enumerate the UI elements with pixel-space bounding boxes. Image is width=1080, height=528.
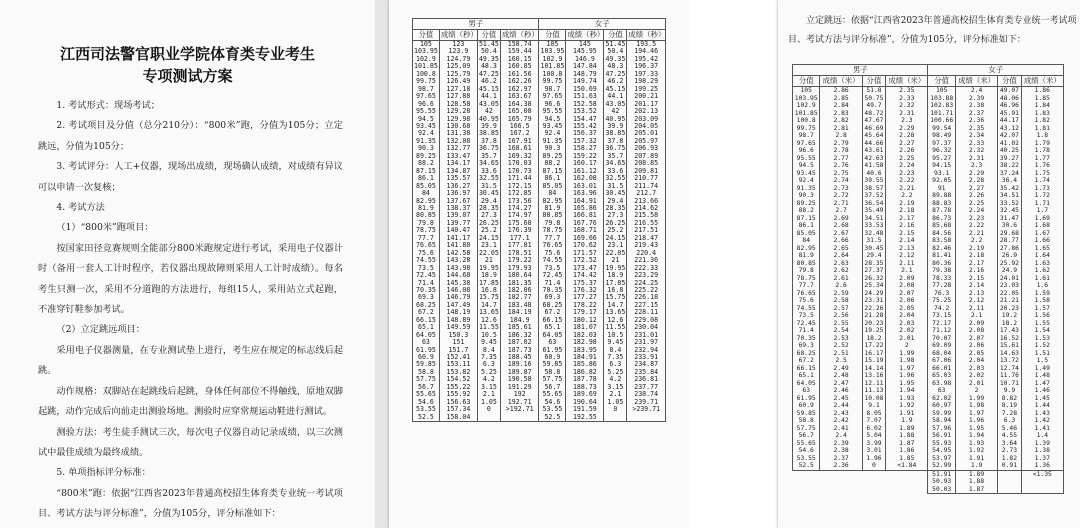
paragraph: （1）“800米”跑项目：	[56, 222, 154, 234]
group-header-female: 女子	[928, 65, 1064, 76]
paragraph: （2）立定跳远项目：	[56, 324, 145, 336]
table-800m	[412, 18, 666, 422]
paragraph: 3. 考试评分：人工+仪器，现场出成绩，现场确认成绩，对成绩有异议可以申请一次复核；	[38, 161, 343, 193]
page-gap	[375, 0, 389, 528]
col-header-score: 分值	[998, 76, 1021, 87]
female-score-col-1: 105 103.95 102.9 101.85 100.8 99.75 98.7 97.65 96.6 95.55 94.5 93.45 92.4 91.35 90.3 89.25 88.2 87.15 86.1 85.05 84 82.95 81.9 80.85 79.8 78.75 77.7 76.65 75.6 74.55 73.5 72.45 71.4 70.35 69.3 68.25 67.2 66.15 65.1 64.05 63 61.95 60.9 59.85 58.8 57.75 56.7 55.65 54.6 53.55 52.5	[540, 40, 565, 421]
col-header-score: 分值	[413, 30, 440, 41]
paragraph: 测验方法：考生徒手测试三次，每次电子仪器自动记录成绩，以三次测试中最佳成绩为最终成绩。	[38, 426, 343, 458]
col-header-result: 成绩（米）	[886, 76, 928, 87]
col-header-result: 成绩（秒）	[628, 30, 666, 39]
col-header-result: 成绩（米）	[820, 76, 862, 87]
table-standing-jump	[792, 64, 1064, 494]
female-result-extra: 1.89 1.88 1.87	[955, 470, 997, 494]
female-score-col-1: 105 103.88 102.83 101.71 100.66 99.54 98.49 97.37 96.32 95.27 94.15 93.1 92.05 91 89.88 88.83 87.78 86.73 85.68 84.56 83.58 82.46 81.41 80.36 79.38 78.33 77.28 76.3 75.25 74.2 73.15 72.17 71.12 70.07 69.09 68.04 67.06 66.01 65.03 63.98 63 62.02 60.97 59.99 58.94 57.96 56.91 55.93 54.95 53.97 52.99	[928, 87, 955, 471]
doc-title-line1: 江西司法警官职业学院体育类专业考生	[59, 45, 315, 63]
group-header-male: 男子	[413, 19, 539, 30]
page-2	[389, 0, 689, 528]
male-score-col-2: 51.45 50.4 49.35 48.3 47.25 46.2 45.15 44.1 43.05 42 40.95 39.9 38.85 37.8 36.75 35.7 34.65 33.6 32.55 31.5 30.45 29.4 28.35 27.3 26.25 25.2 24.15 23.1 22.05 21 19.95 18.9 17.85 16.8 15.75 14.7 13.65 12.6 11.55 10.5 9.45 8.4 7.35 6.3 5.25 4.2 3.15 2.1 1.05 0	[477, 41, 500, 422]
col-header-result: 成绩（秒）	[567, 30, 605, 39]
col-header-score: 分值	[604, 30, 627, 41]
female-score-col-2: 49.07 48.06 46.96 45.91 44.17 43.12 42.07 41.02 40.25 39.27 38.22 37.24 36.4 35.42 34.51 33.52 32.45 31.47 30.6 29.68 28.77 27.86 26.9 25.92 24.9 24.01 23.03 22.05 21.21 20.23 19.2 18.2 17.43 16.52 15.61 14.63 13.72 12.74 11.76 10.71 9.9 8.82 8.19 7.28 6.3 5.46 4.55 3.64 2.73 1.82 0.91	[998, 87, 1021, 471]
jump-standard-header: 立定跳远：依据“江西省2023年普通高校招生体育类专业统一考试项目、考试方法与评分标准”，分值为105分，评分标准如下：	[788, 16, 1077, 45]
male-result-col-1: 2.86 2.85 2.84 2.83 2.82 2.81 2.8 2.79 2.78 2.77 2.76 2.75 2.74 2.73 2.72 2.71 2.7 2.69 2.68 2.67 2.66 2.65 2.64 2.63 2.62 2.61 2.6 2.59 2.58 2.57 2.56 2.55 2.54 2.53 2.52 2.51 2.5 2.49 2.48 2.47 2.46 2.45 2.44 2.43 2.42 2.41 2.4 2.39 2.38 2.37 2.36	[820, 87, 862, 471]
col-header-score: 分值	[477, 30, 500, 41]
col-header-result: 成绩（米）	[1021, 76, 1063, 87]
page-3	[778, 0, 1080, 528]
col-header-score: 分值	[539, 30, 566, 41]
female-last-result: <1.35	[1021, 470, 1063, 494]
col-header-score: 分值	[793, 76, 820, 87]
doc-title-line2: 专项测试方案	[142, 67, 233, 85]
female-time-col-1: 145 145.95 146.9 147.84 148.79 149.74 150.69 151.63 152.58 153.52 154.47 155.42 156.37 157.32 158.27 159.22 160.17 161.12 162.08 163.01 163.96 164.91 165.86 166.81 167.76 168.71 169.66 170.62 171.57 172.52 173.47 174.42 175.37 176.32 177.27 178.22 179.17 180.12 181.07 182.03 182.98 183.95 184.91 185.86 186.82 187.78 188.73 189.69 190.64 191.59 192.55	[566, 41, 604, 422]
paragraph: 5. 单项指标评分标准：	[56, 467, 151, 479]
female-time-col-2: 193.5 194.46 195.42 196.37 197.33 198.29 199.25 200.21 201.17 202.13 203.09 204.05 205.01 205.97 206.93 207.89 208.85 209.81 210.77 211.74 212.7 213.66 214.62 215.58 216.55 217.51 218.47 219.43 220.4 221.36 222.33 223.29 224.25 225.22 226.18 227.15 228.11 229.08 230.04 231.01 231.97 232.94 233.91 234.87 235.84 236.81 237.77 238.74 239.71 >239.71	[627, 41, 666, 422]
col-header-score: 分值	[862, 76, 885, 87]
page-gap	[689, 0, 778, 528]
page-1	[0, 0, 375, 528]
col-header-result: 成绩（秒）	[501, 30, 539, 39]
col-header-score: 分值	[928, 76, 955, 87]
group-header-male: 男子	[793, 65, 928, 76]
paragraph: 按国家田径竞赛规则全能部分800米跑规定进行考试，采用电子仪器计时（备用一套人工计时程序，若仪器出现故障则采用人工计时成绩）。每名考生只测一次，采用不分道跑的方法进行，每组15人，采用站立式起跑，不准穿钉鞋参加考试。	[38, 242, 343, 316]
paragraph: 4. 考试方法	[56, 202, 105, 214]
male-score-col-1: 105 103.95 102.9 101.85 100.8 99.75 98.7 97.65 96.6 95.55 94.5 93.45 92.4 91.35 90.3 89.25 88.2 87.15 86.1 85.05 84 82.95 81.9 80.85 79.8 78.75 77.7 76.65 75.6 74.55 73.5 72.45 71.4 70.35 69.3 68.25 67.2 66.15 65.1 64.05 63 61.95 60.9 59.85 58.8 57.75 56.7 55.65 54.6 53.55 52.5	[414, 40, 438, 421]
paragraph: 采用电子仪器测量，在专业测试垫上进行，考生应在规定的标志线后起跳。	[38, 344, 343, 377]
male-result-col-2: 2.35 2.33 2.32 2.31 2.3 2.29 2.28 2.27 2.26 2.25 2.24 2.23 2.22 2.21 2.2 2.19 2.18 2.17 2.16 2.15 2.14 2.13 2.12 2.11 2.1 2.09 2.08 2.07 2.06 2.05 2.04 2.03 2.02 2.01 2 1.99 1.98 1.97 1.96 1.95 1.94 1.93 1.92 1.91 1.9 1.89 1.88 1.87 1.86 1.85 <1.84	[886, 87, 928, 471]
male-score-col-1: 105 103.95 102.9 101.85 100.8 99.75 98.7 97.65 96.6 95.55 94.5 93.45 92.4 91.35 90.3 89.25 88.2 87.15 86.1 85.05 84 82.95 81.9 80.85 79.8 78.75 77.7 76.65 75.6 74.55 73.5 72.45 71.4 70.35 69.3 68.25 67.2 66.15 65.1 64.05 63 61.95 60.9 59.85 58.8 57.75 56.7 55.65 54.6 53.55 52.5	[793, 87, 820, 471]
paragraph: 1. 考试形式：现场考试；	[56, 100, 160, 111]
paragraph: 动作规格：双脚站在起跳线后起跳，身体任何部位不得触线，原地双脚起跳，动作完成后向前走出测验场地。测验时应穿常规运动鞋进行测试。	[38, 385, 343, 418]
col-header-result: 成绩（秒）	[440, 30, 478, 39]
female-last-score	[998, 470, 1021, 494]
male-time-col-1: 123 123.9 124.79 125.09 125.79 126.49 127.18 127.88 128.58 129.28 129.98 130.68 131.38 132.08 132.77 133.47 134.17 134.87 135.57 136.27 136.97 137.67 138.37 139.07 139.77 140.47 141.17 141.88 142.58 143.28 143.98 144.68 145.38 146.08 146.79 147.49 148.19 148.89 149.59 150.3 151 151.7 152.41 153.11 153.82 154.52 155.22 155.92 156.63 157.34 158.04	[439, 41, 477, 422]
body-text	[38, 96, 343, 525]
paragraph: “800米”跑：依据“江西省2023年普通高校招生体育类专业统一考试项目、考试方法与评分标准”，分值为105分，评分标准如下：	[38, 487, 343, 520]
female-result-col-2: 1.86 1.85 1.84 1.83 1.82 1.81 1.8 1.79 1.78 1.77 1.76 1.75 1.74 1.73 1.72 1.71 1.7 1.69 1.68 1.67 1.66 1.65 1.64 1.63 1.62 1.61 1.6 1.59 1.58 1.57 1.56 1.55 1.54 1.53 1.52 1.51 1.5 1.49 1.48 1.47 1.46 1.45 1.44 1.43 1.42 1.41 1.4 1.39 1.38 1.37 1.36	[1021, 87, 1063, 471]
male-score-col-2: 51.8 50.75 49.7 48.72 47.67 46.69 45.64 44.66 43.61 42.63 41.58 40.6 39.55 38.57 37.52 36.54 35.49 34.51 33.53 32.48 31.5 30.45 29.4 28.35 27.37 26.32 25.34 24.29 23.31 22.26 21.28 20.23 19.25 18.2 17.22 16.17 15.19 14.14 13.16 12.11 11.13 10.08 9.1 8.05 7.07 6.02 5.04 3.99 3.01 1.96 0	[862, 87, 885, 471]
group-header-female: 女子	[539, 19, 666, 30]
female-score-col-2: 51.45 50.4 49.35 48.3 47.25 46.2 45.15 44.1 43.05 42 40.95 39.9 38.85 37.8 36.75 35.7 34.65 33.6 32.55 31.5 30.45 29.4 28.35 27.3 26.25 25.2 24.15 23.1 22.05 21 19.95 18.9 17.85 16.8 15.75 14.7 13.65 12.6 11.55 10.5 9.45 8.4 7.35 6.3 5.25 4.2 3.15 2.1 1.05 0	[604, 41, 627, 422]
col-header-result: 成绩（米）	[955, 76, 997, 87]
female-score-extra: 51.91 50.93 50.03	[928, 470, 955, 494]
male-time-col-2: 158.74 159.44 160.15 160.85 161.56 162.26 162.97 163.67 164.38 165.08 165.79 166.5 167.2 167.91 168.61 169.32 170.03 170.73 171.44 172.15 172.85 173.56 174.27 174.97 175.68 176.39 177.1 177.81 178.51 179.22 179.93 180.64 181.35 182.06 182.77 183.48 184.19 184.9 185.61 186.32 187.02 187.73 188.45 189.16 189.87 190.58 191.29 192 192.71 >192.71	[500, 41, 539, 422]
female-result-col-1: 2.4 2.39 2.38 2.37 2.36 2.35 2.34 2.33 2.32 2.31 2.3 2.29 2.28 2.27 2.26 2.25 2.24 2.23 2.22 2.21 2.2 2.19 2.18 2.17 2.16 2.15 2.14 2.13 2.12 2.11 2.1 2.09 2.08 2.07 2.06 2.05 2.04 2.03 2.02 2.01 2 1.99 1.98 1.97 1.96 1.95 1.94 1.93 1.92 1.91 1.9	[955, 87, 997, 471]
paragraph: 2. 考试项目及分值（总分210分）：“800米”跑，分值为105分；立定跳远，分值为105分；	[38, 120, 343, 152]
